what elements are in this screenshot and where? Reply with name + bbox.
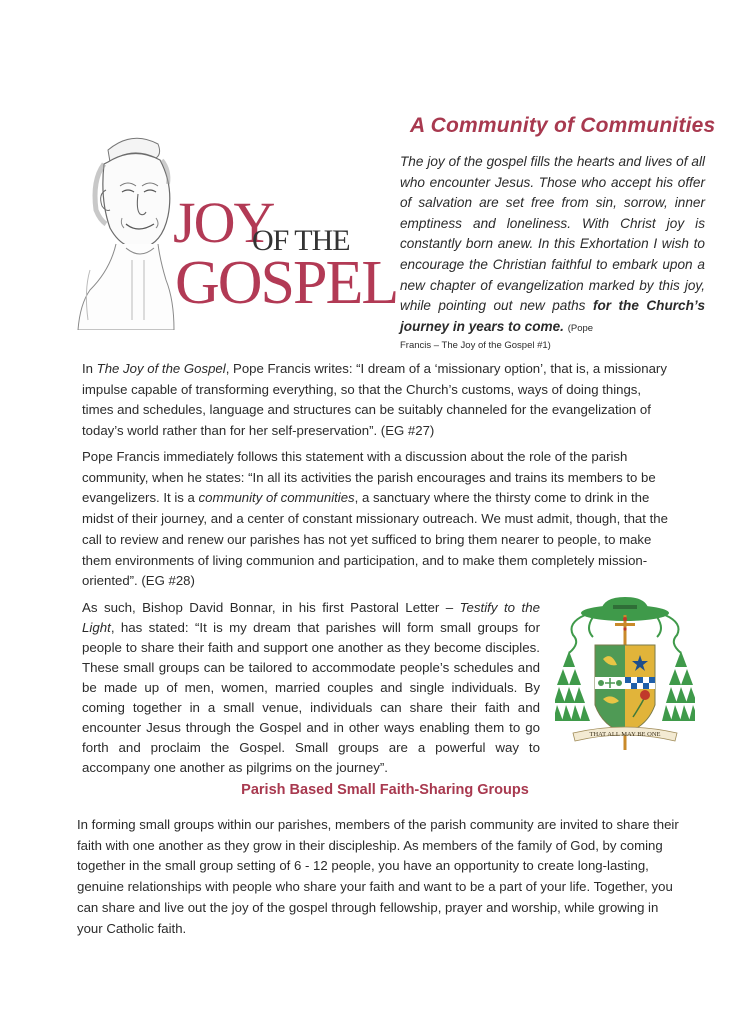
- intro-quote-last-line: for the Church’s journey in years to come.: [400, 298, 706, 334]
- joy-of-the-gospel-logo: [70, 120, 398, 330]
- logo-word-of-the: OF THE: [252, 224, 350, 257]
- intro-quote: [400, 152, 705, 353]
- pope-portrait-icon: [70, 120, 180, 330]
- intro-quote-body: The joy of the gospel fills the hearts and lives of all who encounter Jesus. Those who accept his offer of salvation are set free from sin, sorrow, inner emptiness and loneliness. With Christ joy is constantly born anew. In this Exhortation I wish to encourage the Christian faithful to embark upon a new chapter of evangelization marked by this joy, while pointing out new paths: [400, 154, 705, 314]
- crest-motto: THAT ALL MAY BE ONE: [589, 731, 661, 738]
- paragraph-bishop-letter: [82, 598, 540, 778]
- section-heading: Parish Based Small Faith-Sharing Groups: [241, 782, 529, 798]
- letter-title: Testify to the Light: [82, 600, 540, 635]
- coat-of-arms-icon: [555, 593, 695, 758]
- paragraph-text: Pope Francis immediately follows this statement with a discussion about the role of the parish community, when he states: “In all its activities the parish encourages and trains its members to be evangelizers. It is a: [82, 449, 656, 506]
- bishop-coat-of-arms: [555, 593, 695, 758]
- emphasis-phrase: community of communities: [198, 490, 355, 506]
- logo-word-joy: JOY: [173, 190, 274, 255]
- page-title: A Community of Communities: [410, 114, 716, 137]
- paragraph-parish-role: [82, 447, 672, 592]
- paragraph-small-groups: In forming small groups within our parishes, members of the parish community are invited to share their faith with one another as they grow in their discipleship. As members of the family of God, by coming together in the small group setting of 6 - 12 people, you have an opportunity to create long-lasting, genuine relationships with people who share your faith and want to be a part of your life. Together, you can share and live out the joy of the gospel through fellowship, prayer and worship, while growing in your Catholic faith.: [77, 817, 679, 936]
- paragraph-text: , has stated: “It is my dream that parishes will form small groups for people to share their faith and support one another as they become disciples. These small groups can be tailored to accommodate people’s schedules and be made up of men, women, married couples and single individuals. By coming together in a small venue, individuals can share their faith and encounter Jesus through the Gospel and in other ways enabling them to go forth and proclaim the Gospel. Small groups are a powerful way to accompany one another as pilgrims on the journey”.: [82, 620, 540, 775]
- paragraph-missionary-option: [82, 359, 672, 442]
- paragraph-text: , Pope Francis writes: “I dream of a ‘missionary option’, that is, a missionary impulse capable of transforming everything, so that the Church’s customs, ways of doing things, times and schedules, language and structures can be suitably channeled for the evangelization of today’s world rather than for her self-preservation”. (EG #27): [82, 361, 667, 439]
- intro-quote-citation-start: (Pope: [567, 322, 594, 334]
- logo-word-gospel: GOSPEL: [175, 249, 398, 317]
- intro-quote-citation-end: Francis – The Joy of the Gospel #1): [400, 340, 551, 352]
- paragraph-text: In: [82, 361, 97, 376]
- paragraph-text: As such, Bishop David Bonnar, in his first Pastoral Letter –: [82, 600, 460, 615]
- paragraph-text: , a sanctuary where the thirsty come to drink in the midst of their journey, and a center of constant missionary outreach. We must admit, though, that the call to review and renew our parishes has not yet sufficed to bring them nearer to people, to make them environments of living communion and participation, and to make them completely mission-oriented”. (EG #28): [82, 490, 668, 589]
- book-title: The Joy of the Gospel: [96, 361, 226, 376]
